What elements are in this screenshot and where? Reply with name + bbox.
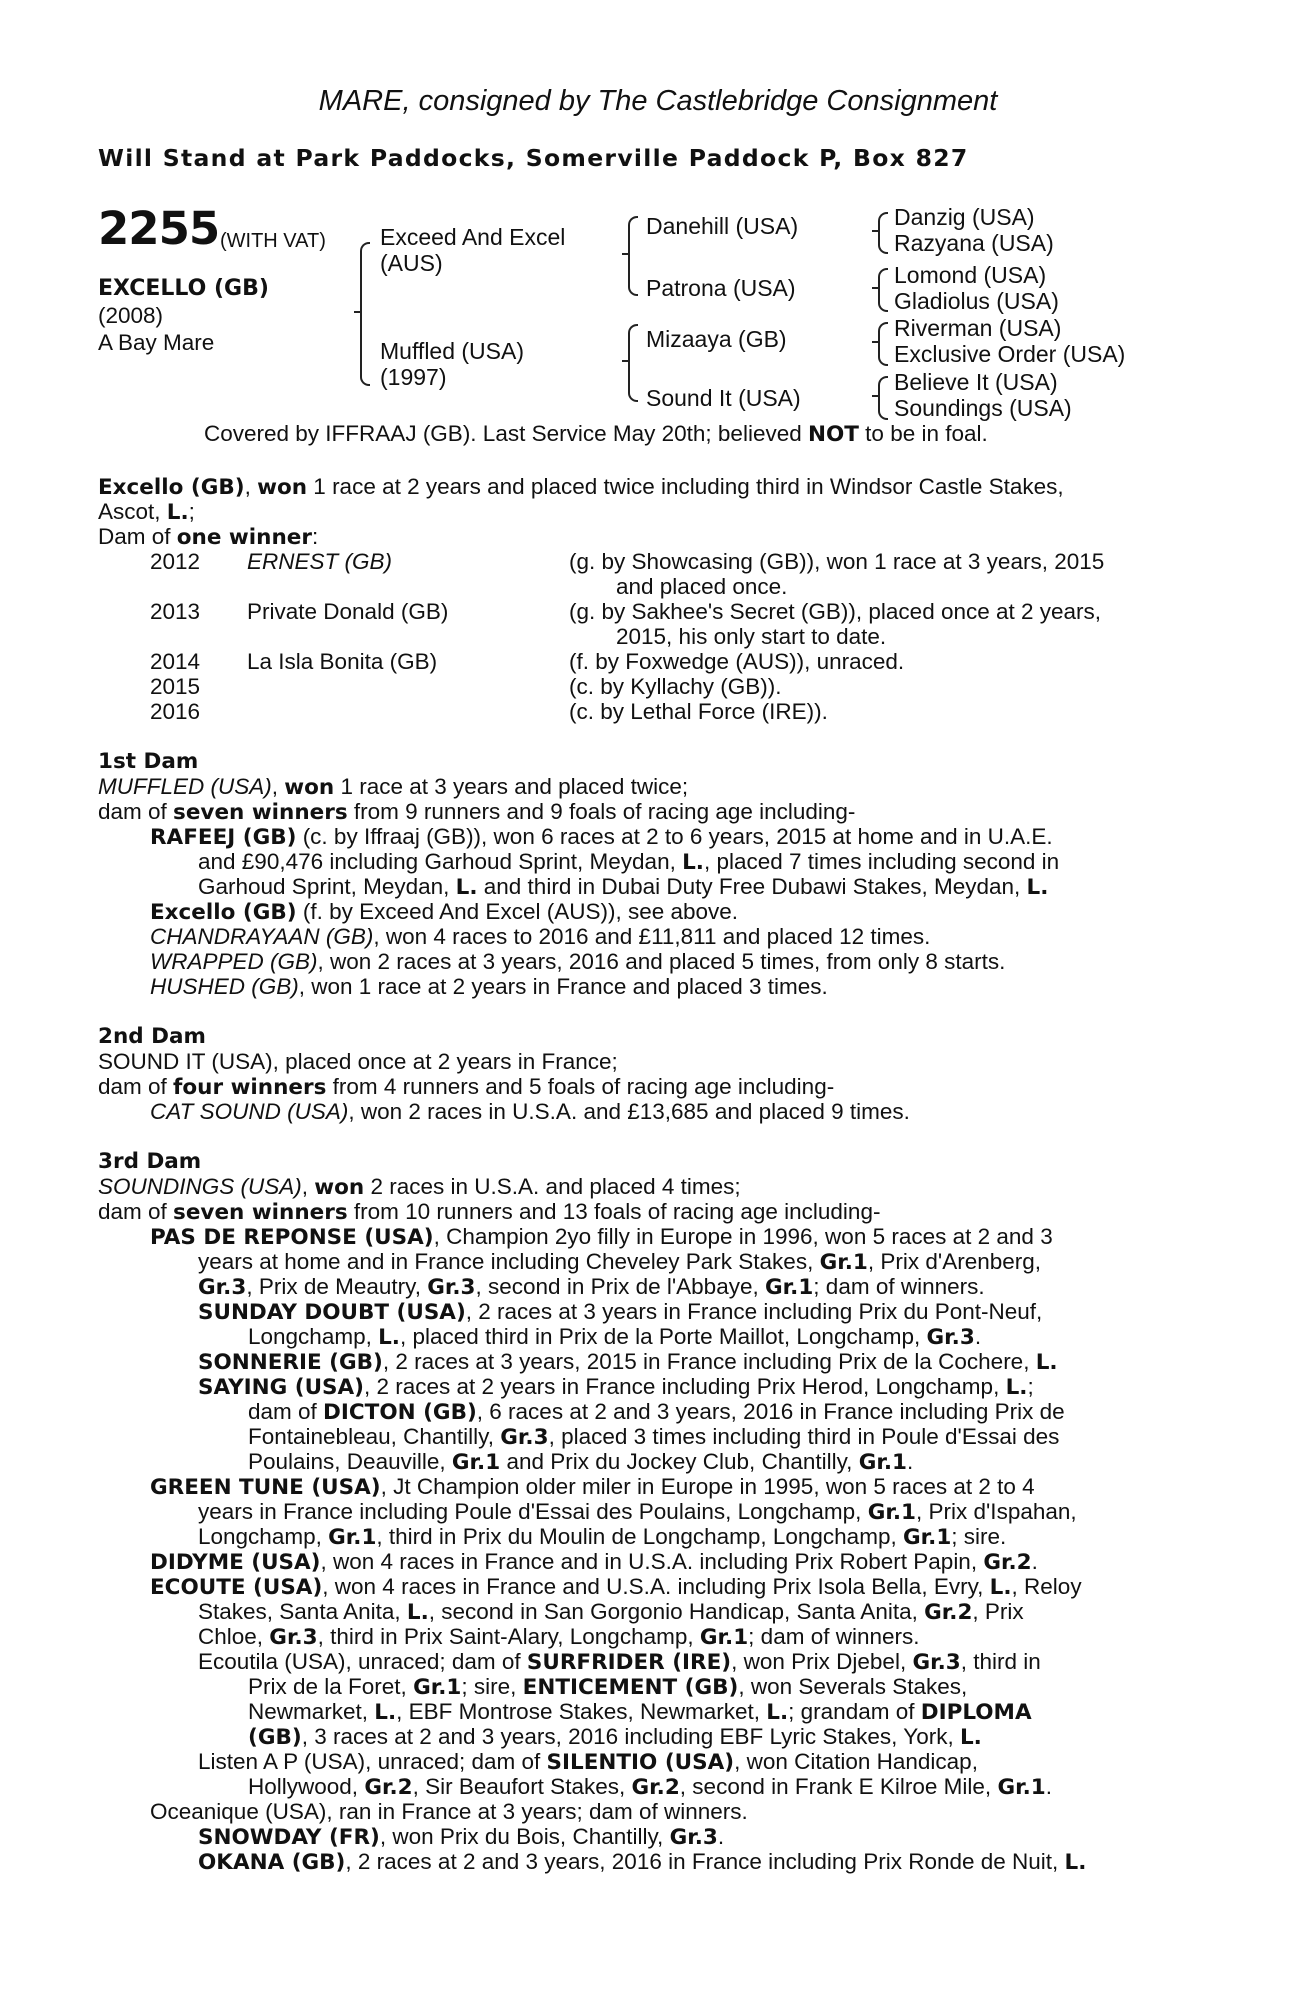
section-heading: 1st Dam [98, 749, 199, 774]
progeny-year: 2012 [150, 549, 201, 574]
progeny-year: 2014 [150, 649, 201, 674]
mare-year: (2008) [98, 303, 164, 328]
progeny-detail-cont: and placed once. [616, 574, 788, 599]
progeny-detail-cont: 2015, his only start to date. [616, 624, 887, 649]
dam-sire: Mizaaya (GB) [646, 326, 787, 352]
progeny-detail: (g. by Sakhee's Secret (GB)), placed once at 2 years, [569, 599, 1102, 624]
sire: Exceed And Excel [380, 224, 566, 250]
grandparent-6: Exclusive Order (USA) [894, 341, 1126, 367]
bracket-sire-dam [360, 242, 370, 386]
progeny-year: 2013 [150, 599, 201, 624]
dam: Muffled (USA) [380, 338, 525, 364]
consignor-heading: MARE, consigned by The Castlebridge Consignment [318, 85, 998, 117]
mare-description: A Bay Mare [98, 330, 215, 355]
progeny-name: ERNEST (GB) [247, 549, 393, 574]
catalogue-page: MARE, consigned by The Castlebridge Consignment Will Stand at Park Paddocks, Somerville Paddock P, Box 827 2255 (WITH VAT) EXCELLO (GB) (2008) A Bay Mare Exceed And Excel (AUS) Muffled (USA) (1997) Danehill (USA) Patrona (USA) Mizaaya (GB) Sound It (USA) Danzig (USA) Razyana (USA) Lomond (USA) Gladiolus (USA) Riverman (USA) Exclusive Order (USA) Believe It (USA) Soundings (USA) Covered by IFFRAAJ (GB). Last Service May 20th; believed NOT to be in foal. Excello (GB), won 1 race at 2 years and placed twice including third in Windsor Castle Stakes, Ascot, L.; Dam of one winner: 2012 ERNEST (GB) (g. by Showcasing (GB)), won 1 race at 3 years, 2015 and placed once. 2013 Private Donald (GB) (g. by Sakhee's Secret (GB)), placed once at 2 years, 2015, his only start to date. 2014 La Isla Bonita (GB) (f. by Foxwedge (AUS)), unraced. 2015 (c. by Kyllachy (GB)). 2016 (c. by Lethal Force (IRE)). 1st Dam MUFFLED (USA), won 1 race at 3 years and placed twice; dam of seven winners from 9 runners and 9 foals of racing age including- RAFEEJ (GB) (c. by Iffraaj (GB)), won 6 races at 2 to 6 years, 2015 at home and in U.A.E. and £90,476 including Garhoud Sprint, Meydan, L., placed 7 times including second in Garhoud Sprint, Meydan, L. and third in Dubai Duty Free Dubawi Stakes, Meydan, L. Excello (GB) (f. by Exceed And Excel (AUS)), see above. CHANDRAYAAN (GB), won 4 races to 2016 and £11,811 and placed 12 times. WRAPPED (GB), won 2 races at 3 years, 2016 and placed 5 times, from only 8 starts. HUSHED (GB), won 1 race at 2 years in France and placed 3 times. 2nd Dam SOUND IT (USA), placed once at 2 years in France; dam of four winners from 4 runners and 5 foals of racing age including- CAT SOUND (USA), won 2 races in U.S.A. and £13,685 and placed 9 times. 3rd Dam SOUNDINGS (USA), won 2 races in U.S.A. and placed 4 times; dam of seven winners from 10 runners and 13 foals of racing age including- PAS DE REPONSE (USA), Champion 2yo filly in Europe in 1996, won 5 races at 2 and 3 years at home and in France including Cheveley Park Stakes, Gr.1, Prix d'Arenberg, Gr.3, Prix de Meautry, Gr.3, second in Prix de l'Abbaye, Gr.1; dam of winners. SUNDAY DOUBT (USA), 2 races at 3 years in France including Prix du Pont-Neuf, Longchamp, L., placed third in Prix de la Porte Maillot, Longchamp, Gr.3. SONNERIE (GB), 2 races at 3 years, 2015 in France including Prix de la Cochere, L. SAYING (USA), 2 races at 2 years in France including Prix Herod, Longchamp, L.; dam of DICTON (GB), 6 races at 2 and 3 years, 2016 in France including Prix de Fontainebleau, Chantilly, Gr.3, placed 3 times including third in Poule d'Essai des Poulains, Deauville, Gr.1 and Prix du Jockey Club, Chantilly, Gr.1. GREEN TUNE (USA), Jt Champion older miler in Europe in 1995, won 5 races at 2 to 4 years in France including Poule d'Essai des Poulains, Longchamp, Gr.1, Prix d'Ispahan, Longchamp, Gr.1, third in Prix du Moulin de Longchamp, Longchamp, Gr.1; sire. DIDYME (USA), won 4 races in France and in U.S.A. including Prix Robert Papin, Gr.2. ECOUTE (USA), won 4 races in France and U.S.A. including Prix Isola Bella, Evry, L., Reloy Stakes, Santa Anita, L., second in San Gorgonio Handicap, Santa Anita, Gr.2, Prix Chloe, Gr.3, third in Prix Saint-Alary, Longchamp, Gr.1; dam of winners. Ecoutila (USA), unraced; dam of SURFRIDER (IRE), won Prix Djebel, Gr.3, third in Prix de la Foret, Gr.1; sire, ENTICEMENT (GB), won Severals Stakes, Newmarket, L., EBF Montrose Stakes, Newmarket, L.; grandam of DIPLOMA (GB), 3 races at 2 and 3 years, 2016 including EBF Lyric Stakes, York, L. Listen A P (USA), unraced; dam of SILENTIO (USA), won Citation Handicap, Hollywood, Gr.2, Sir Beaufort Stakes, Gr.2, second in Frank E Kilroe Mile, Gr.1. Oceanique (USA), ran in France at 3 years; dam of winners. SNOWDAY (FR), won Prix du Bois, Chantilly, Gr.3. OKANA (GB), 2 races at 2 and 3 years, 2016 in France including Prix Ronde de Nuit, L. [98, 0, 1218, 2000]
bracket-sire-line [628, 216, 638, 296]
grandparent-8: Soundings (USA) [894, 395, 1072, 421]
lot-number: 2255 [98, 202, 220, 255]
covered-note: Covered by IFFRAAJ (GB). Last Service May 20th; believed NOT to be in foal. [204, 421, 988, 447]
vat-note: (WITH VAT) [220, 230, 326, 252]
mare-record-line-2: Ascot, L.; [98, 499, 195, 525]
section-heading: 2nd Dam [98, 1024, 206, 1049]
bracket-dam-line [628, 324, 638, 402]
progeny-detail: (g. by Showcasing (GB)), won 1 race at 3 years, 2015 [569, 549, 1105, 574]
grandparent-3: Lomond (USA) [894, 262, 1047, 288]
mare-record-line-1: Excello (GB), won 1 race at 2 years and placed twice including third in Windsor Castle Stakes, [98, 474, 1064, 500]
mare-name: EXCELLO (GB) [98, 276, 269, 301]
grandparent-5: Riverman (USA) [894, 315, 1062, 341]
sire-dam: Patrona (USA) [646, 275, 796, 301]
section-heading: 3rd Dam [98, 1149, 202, 1174]
dam-year: (1997) [380, 364, 447, 390]
stand-location: Will Stand at Park Paddocks, Somerville Paddock P, Box 827 [98, 144, 969, 172]
progeny-detail: (f. by Foxwedge (AUS)), unraced. [569, 649, 905, 674]
dam-of-line: Dam of one winner: [98, 524, 319, 550]
sire-country: (AUS) [380, 250, 443, 276]
progeny-name: La Isla Bonita (GB) [247, 649, 438, 674]
dam-dam: Sound It (USA) [646, 385, 801, 411]
grandparent-4: Gladiolus (USA) [894, 288, 1059, 314]
sire-sire: Danehill (USA) [646, 213, 799, 239]
progeny-detail: (c. by Kyllachy (GB)). [569, 674, 782, 699]
grandparent-1: Danzig (USA) [894, 204, 1035, 230]
progeny-year: 2015 [150, 674, 201, 699]
grandparent-7: Believe It (USA) [894, 369, 1058, 395]
grandparent-2: Razyana (USA) [894, 230, 1054, 256]
progeny-year: 2016 [150, 699, 201, 724]
progeny-detail: (c. by Lethal Force (IRE)). [569, 699, 828, 724]
progeny-name: Private Donald (GB) [247, 599, 449, 624]
